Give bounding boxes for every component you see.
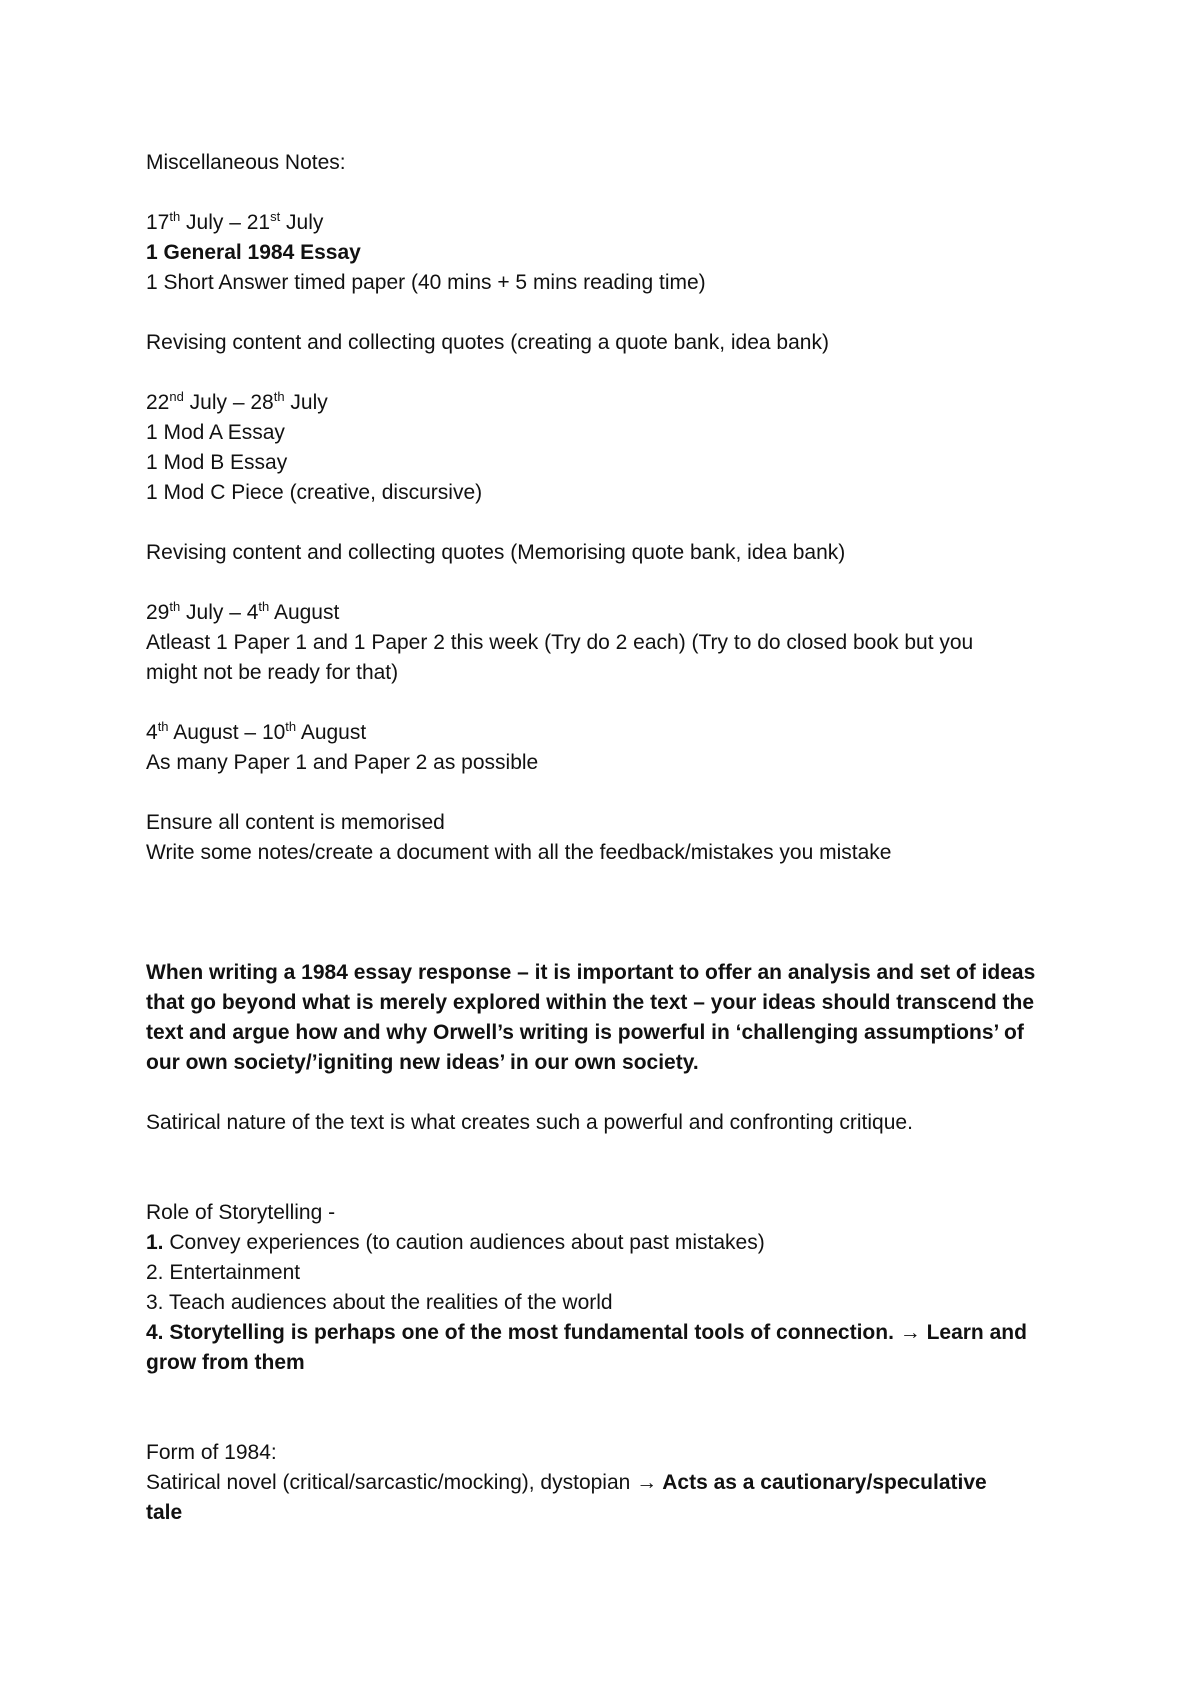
week1-date: 17th July – 21st July bbox=[146, 209, 324, 234]
week2-item-mod-b: 1 Mod B Essay bbox=[146, 451, 288, 474]
week4-item: As many Paper 1 and Paper 2 as possible bbox=[146, 751, 539, 774]
right-arrow-icon: → bbox=[899, 1321, 921, 1344]
page-heading: Miscellaneous Notes: bbox=[146, 151, 346, 174]
essay-note-line3: text and argue how and why Orwell’s writing is powerful in ‘challenging assumptions’ of bbox=[146, 1021, 1024, 1044]
week4-extra-notes: Write some notes/create a document with all the feedback/mistakes you mistake bbox=[146, 841, 892, 864]
week3-item-line1: Atleast 1 Paper 1 and 1 Paper 2 this week (Try do 2 each) (Try to do closed book but you bbox=[146, 631, 974, 654]
storytelling-item-3: 3. Teach audiences about the realities of the world bbox=[146, 1291, 613, 1314]
document-page bbox=[146, 148, 1066, 1528]
essay-note-line2: that go beyond what is merely explored within the text – your ideas should transcend the bbox=[146, 991, 1034, 1014]
storytelling-title: Role of Storytelling - bbox=[146, 1201, 336, 1224]
storytelling-item-4-cont: grow from them bbox=[146, 1351, 305, 1374]
week1-item-essay: 1 General 1984 Essay bbox=[146, 241, 361, 264]
right-arrow-icon: → bbox=[636, 1471, 658, 1494]
week1-revising: Revising content and collecting quotes (creating a quote bank, idea bank) bbox=[146, 331, 829, 354]
week1-item-short-answer: 1 Short Answer timed paper (40 mins + 5 mins reading time) bbox=[146, 271, 706, 294]
week4-extra-memorise: Ensure all content is memorised bbox=[146, 811, 445, 834]
storytelling-item-2: 2. Entertainment bbox=[146, 1261, 301, 1284]
essay-note-line1: When writing a 1984 essay response – it is important to offer an analysis and set of ideas bbox=[146, 961, 1036, 984]
week2-item-mod-a: 1 Mod A Essay bbox=[146, 421, 285, 444]
week2-date: 22nd July – 28th July bbox=[146, 389, 328, 414]
week2-revising: Revising content and collecting quotes (Memorising quote bank, idea bank) bbox=[146, 541, 846, 564]
essay-note-line4: our own society/’igniting new ideas’ in our own society. bbox=[146, 1051, 699, 1074]
week2-item-mod-c: 1 Mod C Piece (creative, discursive) bbox=[146, 481, 483, 504]
form-title: Form of 1984: bbox=[146, 1441, 277, 1464]
week3-date: 29th July – 4th August bbox=[146, 599, 340, 624]
week3-item-line2: might not be ready for that) bbox=[146, 661, 399, 684]
satire-note: Satirical nature of the text is what creates such a powerful and confronting critique. bbox=[146, 1111, 913, 1134]
week4-date: 4th August – 10th August bbox=[146, 719, 367, 744]
storytelling-item-1: 1. Convey experiences (to caution audiences about past mistakes) bbox=[146, 1231, 765, 1254]
form-line-cont: tale bbox=[146, 1501, 183, 1524]
form-line: Satirical novel (critical/sarcastic/mocking), dystopian → Acts as a cautionary/speculative bbox=[146, 1471, 987, 1494]
storytelling-item-4: 4. Storytelling is perhaps one of the most fundamental tools of connection. → Learn and bbox=[146, 1321, 1027, 1344]
